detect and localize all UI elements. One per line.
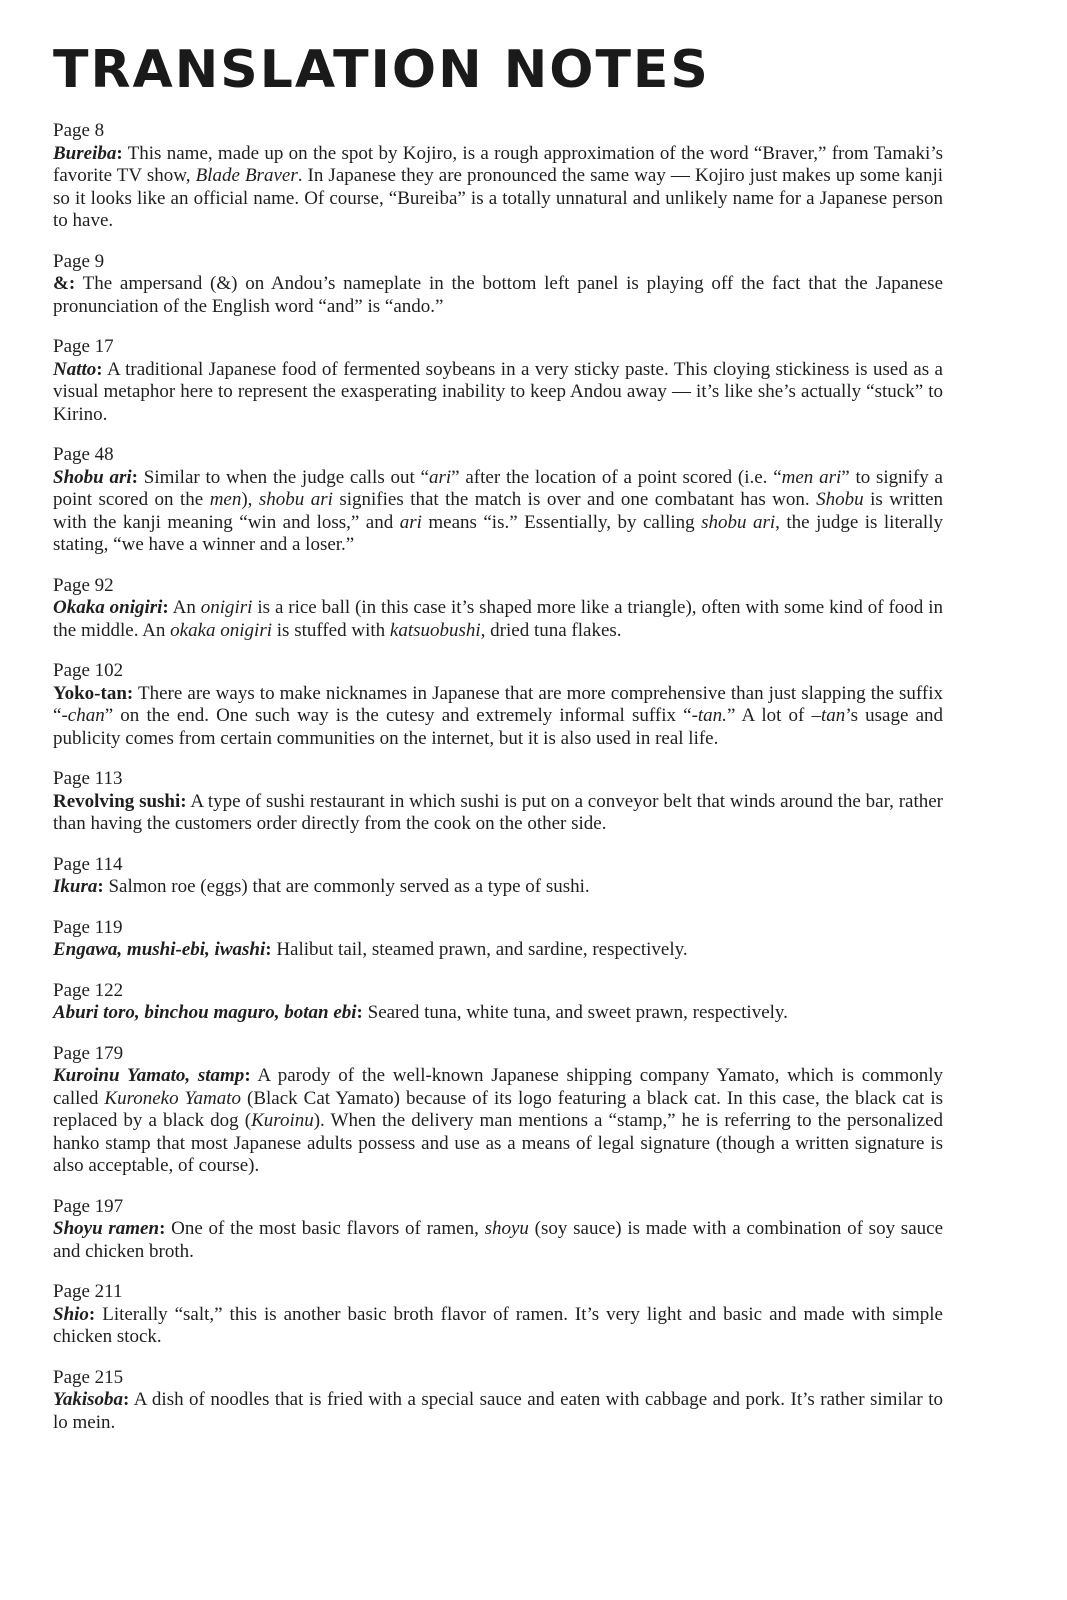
- page-title: TRANSLATION NOTES: [53, 40, 710, 100]
- note-term: Shobu ari: [53, 466, 132, 488]
- note-entry: [53, 251, 943, 319]
- note-term: Shio: [53, 1303, 89, 1325]
- note-body: Natto: A traditional Japanese food of fermented soybeans in a very sticky paste. This cloying stickiness is used as a visual metaphor here to represent the exasperating inability to keep Andou away — it’s like she’s actually “stuck” to Kirino.: [53, 358, 943, 425]
- note-term: Ikura: [53, 876, 98, 897]
- note-text: The ampersand (&) on Andou’s nameplate in the bottom left panel is playing off the fact that the Japanese pronunciation of the English word “and” is “ando.”: [53, 273, 943, 317]
- note-entry: [53, 768, 943, 836]
- note-italic-text: ari: [399, 511, 422, 533]
- note-page-ref: Page 122: [53, 979, 124, 1001]
- note-body: Yoko-tan: There are ways to make nicknames in Japanese that are more comprehensive than just slapping the suffix “-chan” on the end. One such way is the cutesy and extremely informal suffix “-tan.” A lot of –tan’s usage and publicity comes from certain communities on the internet, but it is also used in real life.: [53, 682, 943, 749]
- note-text: There are ways to make nicknames in Japanese that are more comprehensive than just slapping the suffix “: [53, 682, 943, 726]
- note-entry: [53, 1196, 943, 1264]
- note-body: Shobu ari: Similar to when the judge calls out “ari” after the location of a point scored (i.e. “men ari” to signify a point scored on the men), shobu ari signifies that the match is over and one combatant has won. Shobu is written with the kanji meaning “win and loss,” and ari means “is.” Essentially, by calling shobu ari, the judge is literally stating, “we have a winner and a loser.”: [53, 466, 944, 555]
- note-entry: [53, 120, 943, 233]
- note-italic-text: -chan: [61, 705, 105, 726]
- note-italic-text: shoyu: [484, 1218, 529, 1239]
- note-body: Yakisoba: A dish of noodles that is fried with a special sauce and eaten with cabbage and pork. It’s rather similar to lo mein.: [53, 1389, 943, 1433]
- note-text: Similar to when the judge calls out “: [137, 466, 429, 488]
- note-text: (Black Cat Yamato) because of its logo featuring a black cat. In this case, the black cat is replaced by a black dog (: [53, 1087, 943, 1131]
- note-text: ” to signify a point scored on the: [53, 466, 943, 510]
- note-text: is written with the kanji meaning “win and loss,” and: [53, 489, 944, 533]
- note-text: ). When the delivery man mentions a “stamp,” he is referring to the personalized hanko stamp that most Japanese adults possess and use as a means of legal signature (though a written signature is also acceptable, of course).: [53, 1110, 943, 1176]
- note-italic-text: Shobu: [816, 489, 864, 510]
- note-body: Kuroinu Yamato, stamp: A parody of the well-known Japanese shipping company Yamato, which is commonly called Kuroneko Yamato (Black Cat Yamato) because of its logo featuring a black cat. In this case, the black cat is replaced by a black dog (Kuroinu). When the delivery man mentions a “stamp,” he is referring to the personalized hanko stamp that most Japanese adults possess and use as a means of legal signature (though a written signature is also acceptable, of course).: [53, 1065, 943, 1176]
- note-term: Kuroinu Yamato, stamp: [53, 1065, 245, 1086]
- note-text: A traditional Japanese food of fermented soybeans in a very sticky paste. This cloying stickiness is used as a visual metaphor here to represent the exasperating inability to keep Andou away — it’s like she’s actually “stuck” to Kirino.: [53, 358, 943, 425]
- note-italic-text: Kuroneko Yamato: [104, 1087, 241, 1109]
- note-body: Engawa, mushi-ebi, iwashi: Halibut tail, steamed prawn, and sardine, respectively.: [53, 939, 688, 960]
- note-text: ” after the location of a point scored (i.e. “: [451, 466, 782, 488]
- note-entry: [53, 1043, 943, 1178]
- note-entry: [53, 336, 943, 426]
- note-entry: [53, 1281, 943, 1349]
- note-text: . In Japanese they are pronounced the same way — Kojiro just makes up some kanji so it looks like an official name. Of course, “Bureiba” is a totally unnatural and unlikely name for a Japanese person to have.: [53, 165, 944, 231]
- note-body: Aburi toro, binchou maguro, botan ebi: Seared tuna, white tuna, and sweet prawn, respectively.: [53, 1002, 788, 1023]
- note-page-ref: Page 114: [53, 853, 123, 875]
- note-term: Bureiba: [53, 142, 117, 164]
- note-body: Shio: Literally “salt,” this is another basic broth flavor of ramen. It’s very light and basic and made with simple chicken stock.: [53, 1303, 943, 1347]
- note-text: ’s usage and publicity comes from certain communities on the internet, but it is also used in real life.: [53, 705, 943, 749]
- note-text: Literally “salt,” this is another basic broth flavor of ramen. It’s very light and basic and made with simple chicken stock.: [53, 1303, 943, 1347]
- note-italic-text: Blade Braver: [195, 165, 298, 186]
- note-entry: [53, 444, 943, 557]
- note-term: Aburi toro, binchou maguro, botan ebi: [53, 1002, 357, 1023]
- note-term: Engawa, mushi-ebi, iwashi: [53, 939, 266, 960]
- note-text: ” on the end. One such way is the cutesy and extremely informal suffix “: [104, 705, 692, 726]
- note-text: signifies that the match is over and one combatant has won.: [332, 489, 817, 510]
- note-body: Shoyu ramen: One of the most basic flavors of ramen, shoyu (soy sauce) is made with a combination of soy sauce and chicken broth.: [53, 1218, 944, 1262]
- note-entry: [53, 917, 943, 962]
- note-term: &: [53, 273, 69, 294]
- note-text: An: [168, 597, 201, 618]
- note-body: Ikura: Salmon roe (eggs) that are commonly served as a type of sushi.: [53, 876, 590, 897]
- note-text: ” A lot of –: [726, 705, 822, 726]
- note-italic-text: shobu ari: [258, 489, 333, 510]
- note-italic-text: -tan.: [691, 705, 727, 726]
- note-page-ref: Page 92: [53, 574, 114, 596]
- note-text: means “is.” Essentially, by calling: [421, 511, 702, 533]
- note-text: This name, made up on the spot by Kojiro, is a rough approximation of the word “Braver,” from Tamaki’s favorite TV show,: [53, 142, 943, 186]
- note-body: Okaka onigiri: An onigiri is a rice ball (in this case it’s shaped more like a triangle), often with some kind of food in the middle. An okaka onigiri is stuffed with katsuobushi, dried tuna flakes.: [53, 597, 943, 641]
- note-page-ref: Page 102: [53, 660, 124, 681]
- note-term: Okaka onigiri: [53, 597, 163, 618]
- note-italic-text: men: [209, 489, 242, 510]
- note-text: (soy sauce) is made with a combination of soy sauce and chicken broth.: [53, 1218, 944, 1262]
- note-italic-text: ari: [428, 466, 452, 488]
- note-entry: [53, 660, 943, 750]
- note-page-ref: Page 197: [53, 1195, 124, 1217]
- note-italic-text: shobu ari: [701, 511, 776, 533]
- note-text: is stuffed with: [272, 619, 390, 641]
- note-page-ref: Page 113: [53, 768, 123, 789]
- note-italic-text: Kuroinu: [251, 1110, 314, 1131]
- note-page-ref: Page 119: [53, 916, 123, 938]
- note-text: , the judge is literally stating, “we have a winner and a loser.”: [53, 511, 943, 555]
- note-term: Revolving sushi: [53, 790, 181, 812]
- note-page-ref: Page 215: [53, 1366, 124, 1388]
- note-page-ref: Page 211: [53, 1281, 123, 1302]
- note-text: ),: [241, 489, 259, 510]
- note-italic-text: men ari: [781, 466, 842, 488]
- note-term: Yakisoba: [53, 1389, 124, 1410]
- note-italic-text: tan: [821, 705, 846, 726]
- note-text: Salmon roe (eggs) that are commonly served as a type of sushi.: [103, 876, 590, 897]
- note-text: A parody of the well-known Japanese shipping company Yamato, which is commonly called: [53, 1065, 943, 1109]
- note-entry: [53, 980, 943, 1025]
- note-body: Revolving sushi: A type of sushi restaurant in which sushi is put on a conveyor belt that winds around the bar, rather than having the customers order directly from the cook on the other side.: [53, 790, 943, 834]
- note-text: A dish of noodles that is fried with a special sauce and eaten with cabbage and pork. It’s rather similar to lo mein.: [53, 1389, 943, 1433]
- note-body: &: The ampersand (&) on Andou’s nameplate in the bottom left panel is playing off the fact that the Japanese pronunciation of the English word “and” is “ando.”: [53, 273, 943, 317]
- note-text: Seared tuna, white tuna, and sweet prawn, respectively.: [362, 1002, 788, 1023]
- note-entry: [53, 1367, 943, 1435]
- note-page-ref: Page 9: [53, 250, 105, 272]
- note-page-ref: Page 8: [53, 120, 105, 141]
- note-italic-text: okaka onigiri: [170, 619, 273, 641]
- note-term: Shoyu ramen: [53, 1218, 160, 1239]
- note-italic-text: onigiri: [200, 597, 253, 618]
- note-text: is a rice ball (in this case it’s shaped more like a triangle), often with some kind of food in the middle. An: [53, 597, 943, 641]
- note-entry: [53, 575, 943, 643]
- note-italic-text: katsuobushi: [389, 619, 481, 641]
- note-page-ref: Page 17: [53, 336, 114, 357]
- note-page-ref: Page 48: [53, 444, 114, 465]
- note-entry: [53, 854, 943, 899]
- note-text: One of the most basic flavors of ramen,: [165, 1218, 485, 1239]
- note-term: Yoko-tan: [53, 682, 127, 704]
- note-page-ref: Page 179: [53, 1042, 124, 1064]
- notes-list: [53, 120, 943, 1452]
- note-text: A type of sushi restaurant in which sushi is put on a conveyor belt that winds around the bar, rather than having the customers order directly from the cook on the other side.: [53, 790, 943, 834]
- note-text: Halibut tail, steamed prawn, and sardine, respectively.: [271, 939, 688, 960]
- note-text: , dried tuna flakes.: [480, 619, 622, 641]
- note-term: Natto: [53, 358, 97, 380]
- note-body: Bureiba: This name, made up on the spot by Kojiro, is a rough approximation of the word “Braver,” from Tamaki’s favorite TV show, Blade Braver. In Japanese they are pronounced the same way — Kojiro just makes up some kanji so it looks like an official name. Of course, “Bureiba” is a totally unnatural and unlikely name for a Japanese person to have.: [53, 142, 944, 231]
